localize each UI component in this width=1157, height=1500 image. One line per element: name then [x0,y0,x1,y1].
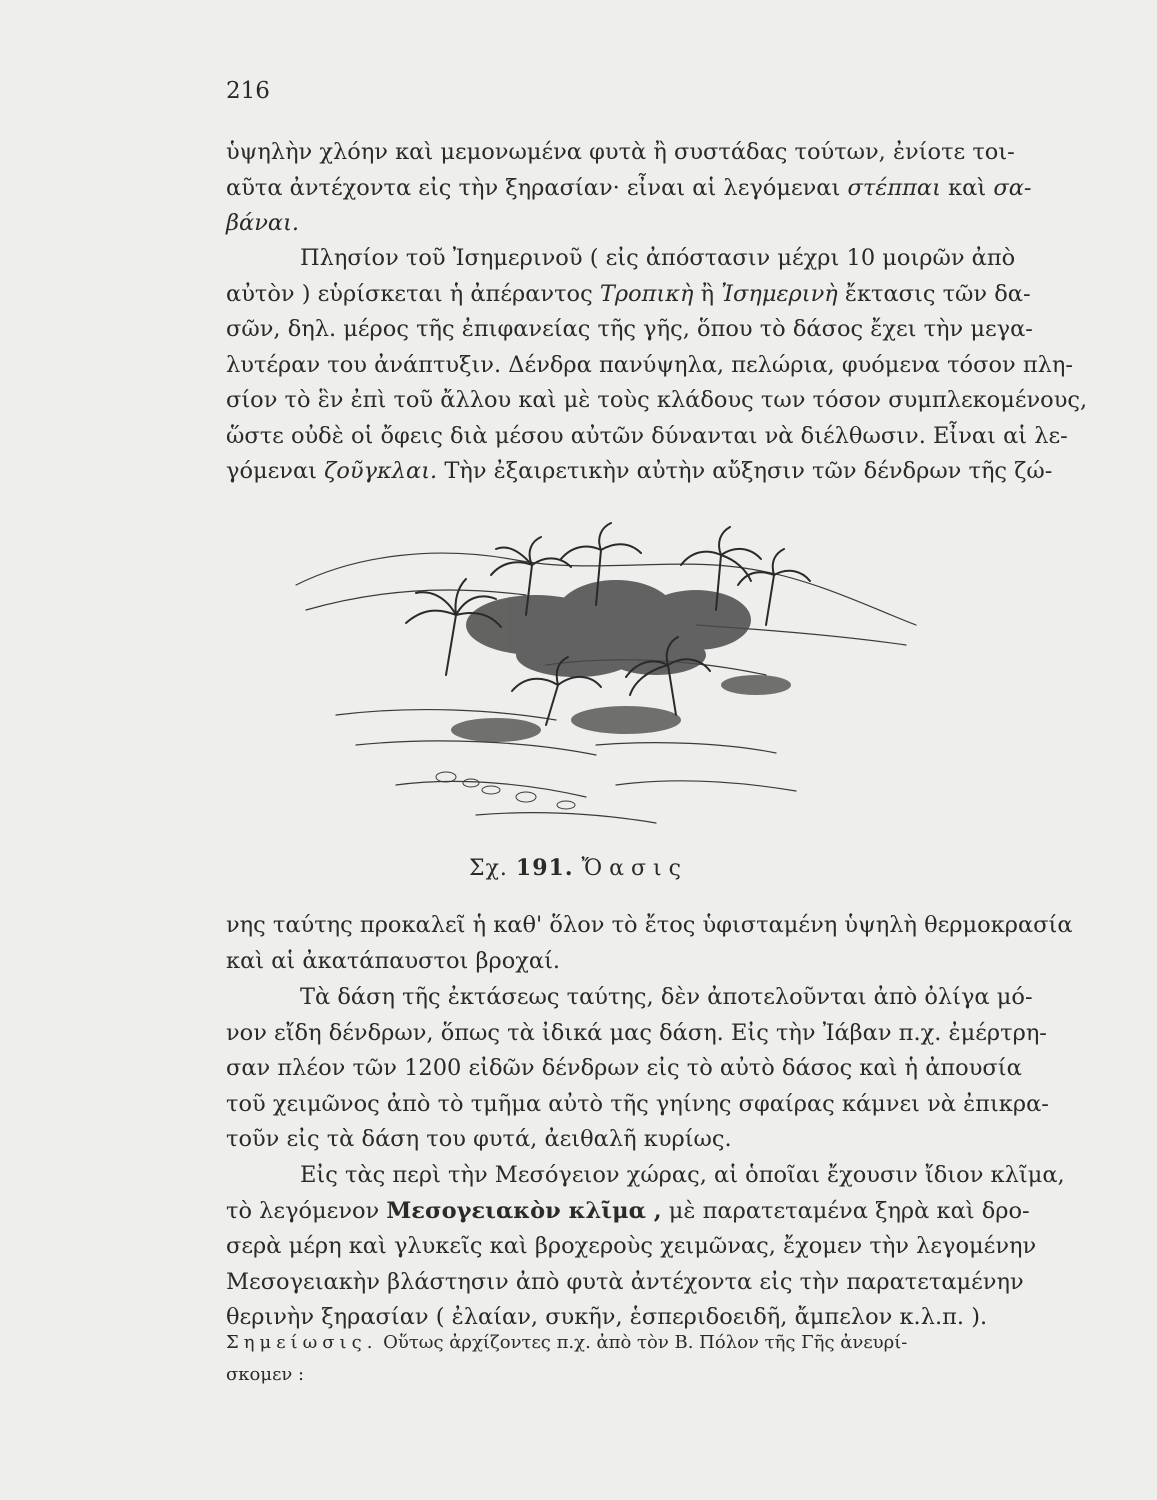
text-line: τὸ λεγόμενον Μεσογειακὸν κλῖμα , μὲ παρατεταμένα ξηρὰ καὶ δρο- [226,1197,1030,1224]
text-line: γόμεναι ζοῦγκλαι. Τὴν ἐξαιρετικὴν αὐτὴν αὔξησιν τῶν δένδρων τῆς ζώ- [226,458,1053,484]
text-line: βάναι. [226,210,300,236]
text-line: αὐτὸν ) εὑρίσκεται ἡ ἀπέραντος Τροπικὴ ἢ Ἰσημερινὴ ἔκτασις τῶν δα- [226,280,1031,307]
text-line: καὶ αἱ ἀκατάπαυστοι βροχαί. [226,947,561,974]
figure-caption [0,855,1157,881]
term-jungles: ζοῦγκλαι. [324,458,438,484]
text-line: ὑψηλὴν χλόην καὶ μεμονωμένα φυτὰ ἢ συστάδας τούτων, ἐνίοτε τοι- [226,139,1015,165]
text-line: σίον τὸ ἓν ἐπὶ τοῦ ἄλλου καὶ μὲ τοὺς κλάδους των τόσον συμπλεκομένους, [226,387,1088,413]
term-equatorial: Ἰσημερινὴ [721,280,838,307]
caption-number: 191. [515,855,574,881]
text-line: τοῦ χειμῶνος ἀπὸ τὸ τμῆμα αὐτὸ τῆς γηίνης σφαίρας κάμνει νὰ ἐπικρα- [226,1090,1049,1117]
paragraph-forest-diversity [226,980,1049,1158]
term-tropical: Τροπικὴ [599,280,694,307]
text-line: Μεσογειακὴν βλάστησιν ἀπὸ φυτὰ ἀντέχοντα εἰς τὴν παρατεταμένην [226,1268,1024,1295]
page-number: 216 [226,78,270,104]
caption-prefix: Σχ. [469,856,508,881]
text-line: αῦτα ἀντέχοντα εἰς τὴν ξηρασίαν· εἶναι αἱ λεγόμεναι στέππαι καὶ σα- [226,174,1032,201]
text-line: τοῦν εἰς τὰ δάση του φυτά, ἀειθαλῆ κυρίως. [226,1126,732,1152]
text-line: σερὰ μέρη καὶ γλυκεῖς καὶ βροχεροὺς χειμῶνας, ἔχομεν τὴν λεγομένην [226,1233,1037,1259]
paragraph-savannas [226,135,1032,242]
text-line: σαν πλέον τῶν 1200 εἰδῶν δένδρων εἰς τὸ αὐτὸ δάσος καὶ ἡ ἀπουσία [226,1055,1022,1081]
text-line: νον εἴδη δένδρων, ὅπως τὰ ἰδικά μας δάση. Εἰς τὴν Ἰάβαν π.χ. ἐμέρτρη- [226,1019,1047,1046]
footnote [226,1327,930,1391]
text-line: νης ταύτης προκαλεῖ ἡ καθ' ὅλον τὸ ἔτος ὑφισταμένη ὑψηλὴ θερμοκρασία [226,912,1073,938]
text-line: Τὰ δάση τῆς ἐκτάσεως ταύτης, δὲν ἀποτελοῦνται ἀπὸ ὀλίγα μό- [300,984,1033,1010]
text-line: ὥστε οὐδὲ οἱ ὄφεις διὰ μέσου αὐτῶν δύνανται νὰ διέλθωσιν. Εἶναι αἱ λε- [226,422,1068,449]
term-savannas: σα- [993,174,1032,201]
term-steppes: στέππαι [847,174,941,201]
text-line: σῶν, δηλ. μέρος τῆς ἐπιφανείας τῆς γῆς, ὅπου τὸ δάσος ἔχει τὴν μεγα- [226,316,1033,342]
text-line: λυτέραν του ἀνάπτυξιν. Δένδρα πανύψηλα, πελώρια, φυόμενα τόσον πλη- [226,351,1073,378]
text-line: θερινὴν ξηρασίαν ( ἐλαίαν, συκῆν, ἑσπεριδοειδῆ, ἄμπελον κ.λ.π. ). [226,1304,988,1330]
note-label: Σημείωσις. [226,1332,378,1353]
caption-title: Ὄασις [581,856,688,881]
text-line: σκομεν : [226,1364,305,1385]
text-line: Σημείωσις. Οὕτως ἀρχίζοντες π.χ. ἀπὸ τὸν Β. Πόλον τῆς Γῆς ἀνευρί- [226,1332,908,1353]
term-mediterranean-climate: Μεσογειακὸν κλῖμα , [386,1197,662,1224]
text-line: Πλησίον τοῦ Ἰσημερινοῦ ( εἰς ἀπόστασιν μέχρι 10 μοιρῶν ἀπὸ [300,245,1016,271]
oasis-illustration [296,515,916,835]
text-line: Εἰς τὰς περὶ τὴν Μεσόγειον χώρας, αἱ ὁποῖαι ἔχουσιν ἴδιον κλῖμα, [300,1162,1065,1188]
paragraph-tropical-forest [226,241,1088,490]
paragraph-mediterranean [226,1158,1065,1336]
paragraph-climate-cause [226,908,1073,979]
